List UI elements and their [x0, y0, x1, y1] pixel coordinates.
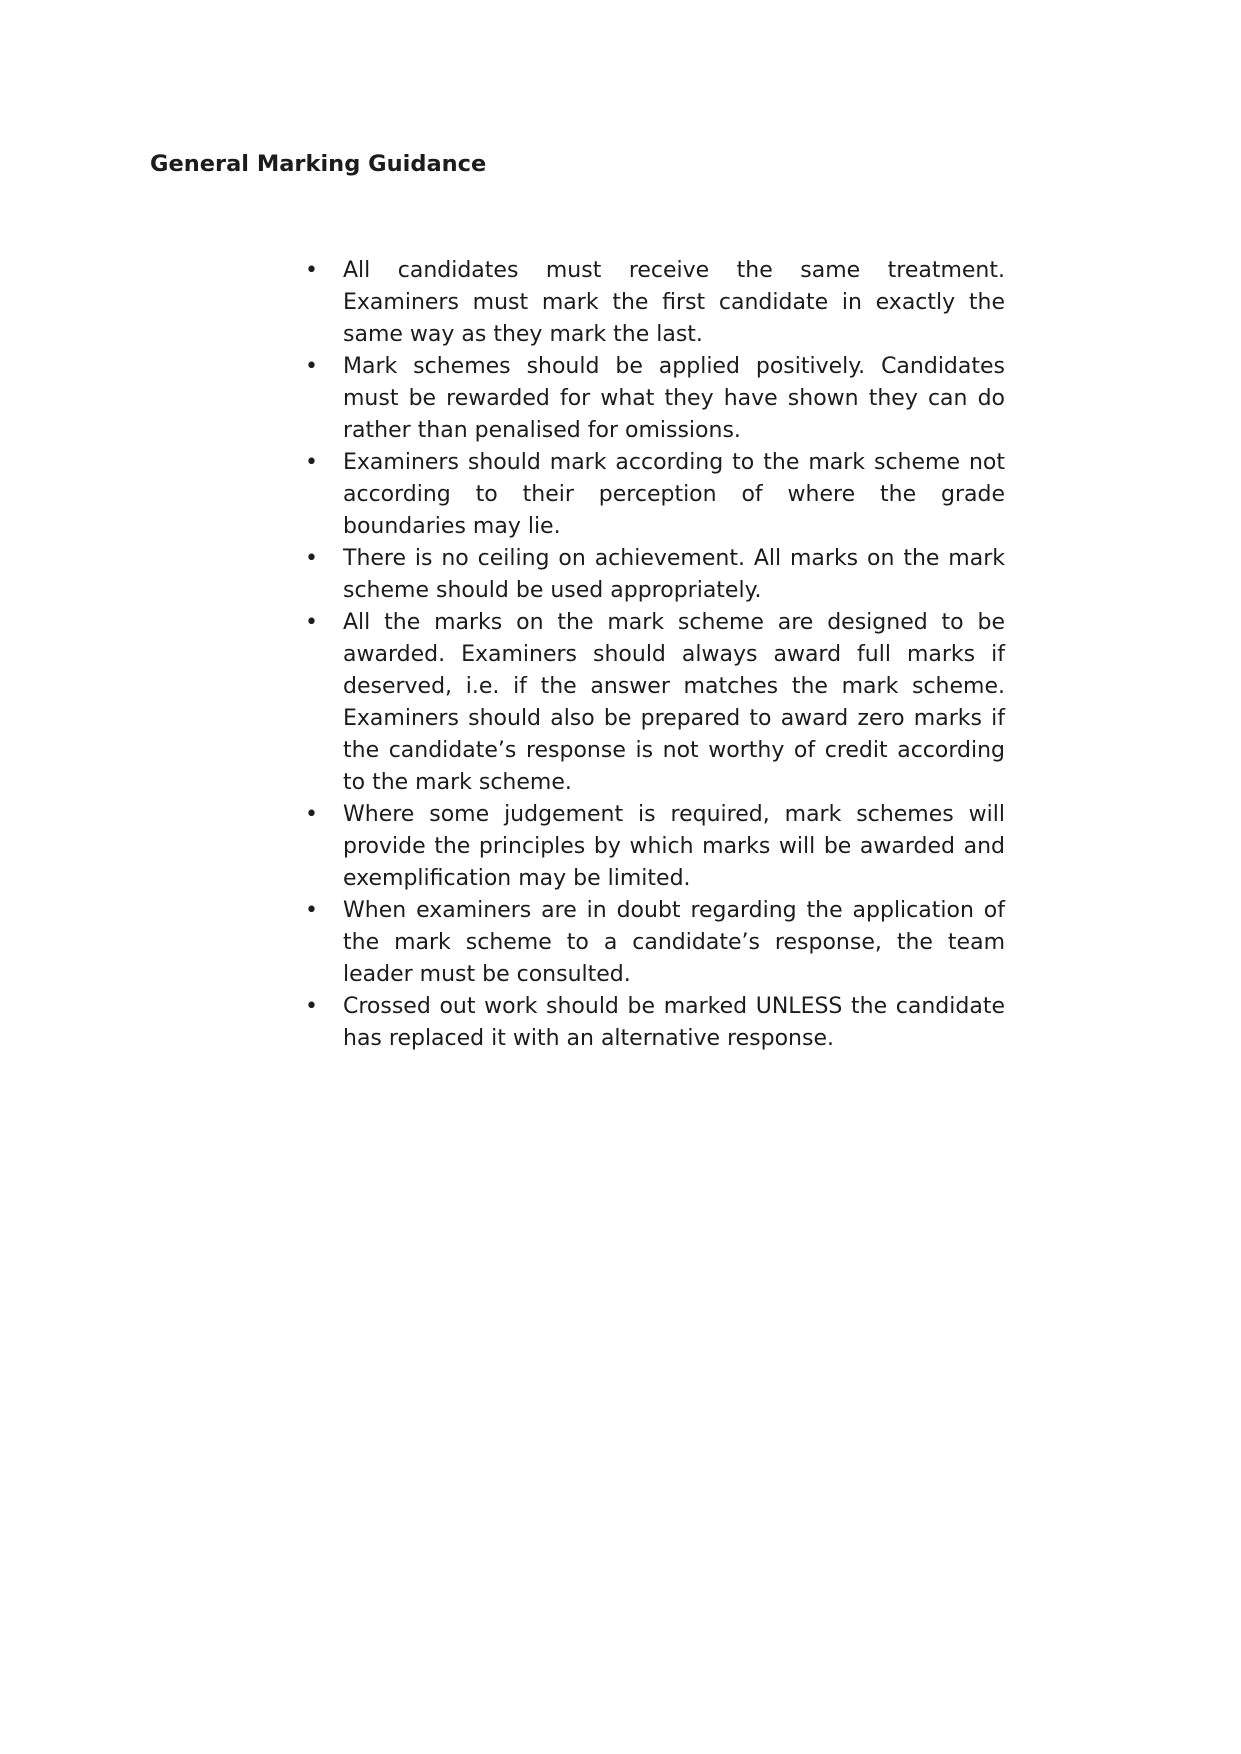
list-item [305, 351, 1005, 447]
bullet-icon: • [305, 258, 318, 283]
list-item-text: All candidates must receive the same treatment. Examiners must mark the first candidate in exactly the same way as they mark the last. [343, 258, 1005, 347]
list-item-text: All the marks on the mark scheme are designed to be awarded. Examiners should always award full marks if deserved, i.e. if the answer matches the mark scheme. Examiners should also be prepared to award zero marks if the candidate’s response is not worthy of credit according to the mark scheme. [343, 610, 1005, 795]
guidance-list [305, 255, 1005, 1055]
list-item-text: There is no ceiling on achievement. All marks on the mark scheme should be used appropriately. [343, 546, 1005, 603]
list-item-text: Examiners should mark according to the mark scheme not according to their perception of where the grade boundaries may lie. [343, 450, 1005, 539]
list-item [305, 607, 1005, 799]
list-item-text: Mark schemes should be applied positively. Candidates must be rewarded for what they have shown they can do rather than penalised for omissions. [343, 354, 1005, 443]
bullet-icon: • [305, 898, 318, 923]
bullet-icon: • [305, 994, 318, 1019]
list-item [305, 255, 1005, 351]
list-item-text: Where some judgement is required, mark schemes will provide the principles by which marks will be awarded and exemplification may be limited. [343, 802, 1005, 891]
list-item-text: Crossed out work should be marked UNLESS the candidate has replaced it with an alternative response. [343, 994, 1005, 1051]
page-title: General Marking Guidance [150, 151, 487, 177]
list-item-text: When examiners are in doubt regarding the application of the mark scheme to a candidate’s response, the team leader must be consulted. [343, 898, 1005, 987]
list-item [305, 799, 1005, 895]
bullet-icon: • [305, 354, 318, 379]
bullet-icon: • [305, 610, 318, 635]
bullet-icon: • [305, 450, 318, 475]
bullet-icon: • [305, 802, 318, 827]
bullet-icon: • [305, 546, 318, 571]
list-item [305, 895, 1005, 991]
list-item [305, 447, 1005, 543]
list-item [305, 991, 1005, 1055]
list-item [305, 543, 1005, 607]
